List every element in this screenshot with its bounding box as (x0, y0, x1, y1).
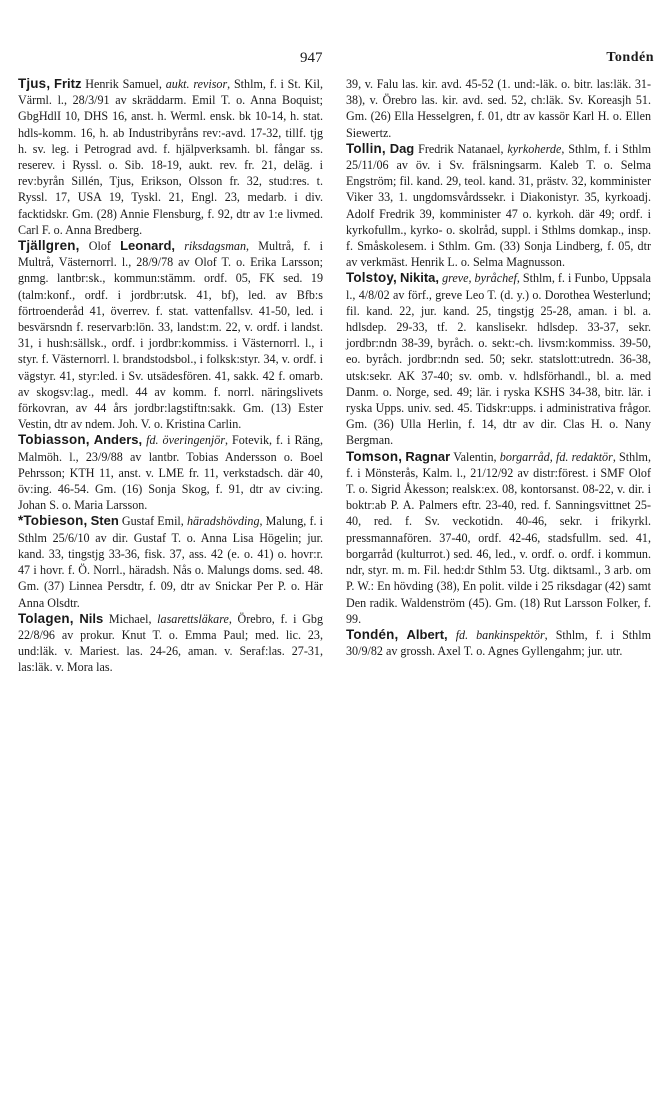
entry (18, 513, 323, 610)
entry-given-bold: Fritz (54, 76, 82, 91)
entry-surname: Tomson, (346, 448, 403, 464)
page-number: 947 (300, 50, 323, 66)
entry-surname: Tjus, (18, 76, 51, 91)
entry-text: 39, v. Falu las. kir. avd. 45-52 (1. und:-läk. o. bitr. las:läk. 31-38), v. Örebro las. kir. avd. sed. 52, ch:läk. Sv. Koreasjh 51. Gm. (26) Ella Hesselgren, f. 01, dtr av kassör Karl H. o. Ellen Siewertz. (346, 77, 651, 140)
entry-text: , Sthlm, f. i Sthlm 30/9/82 av grossh. Axel T. o. Agnes Gyllengahm; jur. utr. (346, 627, 651, 659)
entry (18, 238, 323, 432)
entry-given-bold: Ragnar (405, 448, 451, 464)
entry (346, 449, 651, 627)
entry-continuation (346, 76, 651, 141)
entry (18, 611, 323, 676)
entry-surname: Tobiasson, (18, 432, 90, 448)
entry-text: , Multrå, f. i Multrå, Västernorrl. l., 28/9/78 av Olof T. o. Erika Larsson; gnmg. lantbr:sk., kommun:stämm. ordf. 05, FK sed. 19 (talm:konf., ordf. i jordbr:utsk. 41, bf), led. av Bfb:s förtroenderåd 41, överrev. f. stat. vattenfallsv. 41-50, led. i besvärsndn f. reservarb:lön. 33, landst:m. 22, v. ordf. i landst. 31, i hush:sällsk., ordf. i jordbr:kommiss. i Västernorrl. l., i styr. f. Västernorrl. l. brandstodsbol., i folksk:styr. 34, v. ordf. i vägstyr. 41, styr:led. i Sv. utsädesfören. 41, sakk. 42 f. omarb. av skogsv:lag., medl. 44 av komm. f. norrl. näringslivets förkovran, av 44 års jordbr:lagstiftn:sakk. Gm. (13) Ester Vestin, dtr av ndem. Joh. V. o. Kristina Carlin. (18, 239, 323, 432)
entry-given: Olof (79, 239, 121, 254)
entry-text: , Sthlm, f. i Funbo, Uppsala l., 4/8/02 av förf., greve Leo T. (d. y.) o. Dorothea Westerlund; fil. kand. 22, jur. kand. 25, tingstjg 25-28, aman. i bl. a. hdlsdep. 29-33, tf. 2. kanslisekr. hdlsdep. 33-37, sekr. jordbr:ndn 38-39, byråch. o. sekt:-ch. livsm:kommiss. 39-50, eo. byråch. jordbr:ndn sed. 50; sekr. statslott:utredn. 36-38, utsk:sekr. AK 37-40; sv. omb. v. hdlsförhandl., bl. a. med Danm. o. Norge, sed. 49; lär. i ryska KSHS 34-38, bitr. lär. i ryska Upps. univ. sed. 45. Tidskr:upps. i administrativa frågor. Gm. (36) Ulla Herlin, f. 14, dtr av dir. Clas H. o. Nany Bergman. (346, 271, 651, 448)
entry-title: kyrkoherde (507, 141, 562, 156)
left-column (18, 76, 323, 676)
entry-title: lasarettsläkare (157, 611, 229, 626)
entry-surname: Tolagen, (18, 610, 74, 626)
entry-given: Fredrik Natanael, (414, 141, 508, 156)
entry-given: Gustaf Emil, (118, 514, 187, 529)
entry-surname: Tjällgren, (18, 238, 80, 254)
entry-given-bold: Dag (389, 140, 415, 156)
entry-surname: Tolstoy, (346, 270, 397, 286)
entry-text: , Fotevik, f. i Räng, Malmöh. l., 23/9/88 av lantbr. Tobias Andersson o. Boel Pehrsson; KTH 11, anst. v. LME fr. 11, verkstadsch. där 40, öv:ing. 46-54. Gm. (16) Sonja Skog, f. 91, dtr av civ:ing. Johan S. o. Maria Larsson. (18, 433, 323, 513)
entry-given-bold: Leonard, (120, 238, 176, 254)
entry (346, 270, 651, 448)
entry-text: , Malung, f. i Sthlm 25/6/10 av dir. Gustaf T. o. Anna Lisa Högelin; jur. kand. 33, tingstjg 33-36, fisk. 37, ass. 42 (e. o. 41) o. hovr:r. 47 i hovr. f. Ö. Norrl., häradsh. Nås o. Malungs doms. sed. 48. Gm. (37) Linnea Persdtr, f. 09, dtr av Snickar Per P. o. Här Anna Olsdtr. (18, 514, 323, 610)
entry-given-bold: Albert, (406, 626, 448, 642)
entry-title: aukt. revisor (165, 77, 228, 91)
running-head: Tondén (606, 50, 654, 65)
entry-given-bold: Nils (79, 610, 104, 626)
entry-text: , Sthlm, f. i Mönsterås, Kalm. l., 21/12/92 av distr:förest. i SMF Olof T. o. Sigrid Åkesson; realsk:ex. 08, kontorsanst. 08-22, v. dir. i boktr:ab P. A. Palmers eftr. 23-40, red. f. Sanningsvittnet 25-40, red. f. Sv. veckotidn. 40-46, sekr. i frikyrkl. pressmannafören. 37-40, ordf. 42-46, stadsfullm. sed. 41, borgarråd (kulturrot.) sed. 46, led., v. ordf. o. ordf. i kommun. ndr, styr. m. m. Fil. hed:dr Sthlm 53. Utg. diktsaml., 3 arb. om P. W.: En hövding (38), En polit. vilde i 25 riksdagar (42) samt Den radik. Waldenström (45). Gm. (18) Rut Larsson Folker, f. 99. (346, 449, 651, 626)
entry-given-bold: Nikita, (400, 270, 440, 286)
entry (346, 627, 651, 659)
entry (18, 432, 323, 513)
entry-title: fd. överingenjör (146, 433, 226, 448)
entry-title: borgarråd, fd. redaktör (499, 449, 613, 464)
entry (346, 141, 651, 271)
entry-title: häradshövding (186, 514, 260, 529)
entry-given-bold: Anders, (93, 432, 143, 448)
entry-surname: *Tobieson, (18, 513, 88, 529)
entry-surname: Tollin, (346, 140, 386, 156)
right-column (346, 76, 651, 659)
entry-title: greve, byråchef (442, 271, 517, 286)
entry-given-bold: Sten (90, 513, 119, 529)
entry-given (448, 628, 456, 642)
entry-text: , Sthlm, f. i St. Kil, Värml. l., 28/3/91 av skräddarm. Emil T. o. Anna Boquist; GbgHdlI 10, DHS 16, anst. h. Werml. ensk. bk 10-14, h. stat. hdls-komm. 16, h. ab Industribyråns rev:-avd. 17-32, tillf. tjg h. sv. leg. i Petrograd avd. f. hjälpverksamh. bl. fångar ss. reserev. i Ryssl. o. Sib. 18-19, aukt. rev. fr. 21, deläg. i rev:byrån Sillén, Tjus, Erikson, Olsson fr. 32, stud:res. t. Ryssl. 17, USA 19, Tyskl. 21, Engl. 23, medarb. i div. facktidskr. Gm. (28) Annie Flensburg, f. 92, dtr av 1:e livmed. Carl F. o. Anna Bredberg. (18, 77, 323, 237)
entry-title: fd. bankinspektör (455, 627, 545, 642)
page-header (0, 50, 672, 74)
entry-title: riksdagsman (175, 239, 247, 254)
entry-surname: Tondén, (346, 626, 399, 642)
entry-given: Valentin, (450, 449, 500, 464)
entry-text: , Sthlm, f. i Sthlm 25/11/06 av öv. i Sv. frälsningsarm. Kaleb T. o. Selma Engström; fil. kand. 29, teol. kand. 31, prästv. 32, komminister Viker 33, 1. ungdomsvårdssekr. i Diakonistyr. 35, kyrkoadj. Adolf Fredrik 39, komminister 47 o. kyrkoh. där 49; ordf. i kyrkofullm., kyrko- o. skolråd, suppl. i Sthlms domkap., insp. f. Småskolesem. i Sthlm. Gm. (33) Sonja Lindberg, f. 05, dtr av verkmäst. Henrik L. o. Selma Magnusson. (346, 141, 651, 270)
entry (18, 76, 323, 238)
entry-text: , Örebro, f. i Gbg 22/8/96 av prokur. Knut T. o. Emma Paul; med. lic. 23, und:läk. v. Mariest. las. 24-26, aman. v. Seraf:las. 27-31, las:läk. v. Mora las. (18, 611, 323, 675)
entry-given: Henrik Samuel, (81, 77, 166, 91)
entry-given: Michael, (103, 611, 158, 626)
